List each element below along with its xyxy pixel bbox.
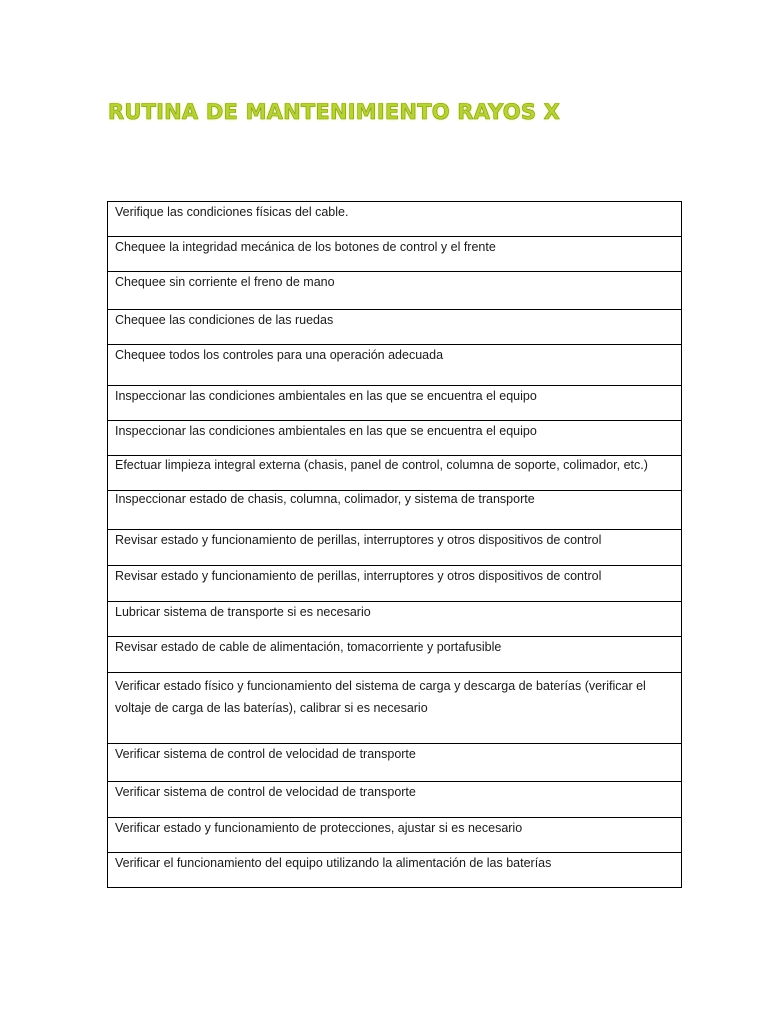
task-cell: Chequee todos los controles para una operación adecuada	[108, 345, 682, 386]
task-cell: Verificar sistema de control de velocidad de transporte	[108, 744, 682, 782]
table-row	[108, 530, 682, 566]
task-cell: Inspeccionar las condiciones ambientales en las que se encuentra el equipo	[108, 386, 682, 421]
task-cell: Revisar estado de cable de alimentación, tomacorriente y portafusible	[108, 637, 682, 673]
task-cell: Inspeccionar estado de chasis, columna, colimador, y sistema de transporte	[108, 491, 682, 530]
table-row	[108, 818, 682, 853]
task-cell: Chequee sin corriente el freno de mano	[108, 272, 682, 310]
task-cell: Verificar el funcionamiento del equipo utilizando la alimentación de las baterías	[108, 853, 682, 888]
table-row	[108, 853, 682, 888]
table-row	[108, 456, 682, 491]
table-row	[108, 782, 682, 818]
maintenance-tasks-table	[107, 201, 682, 888]
table-row	[108, 421, 682, 456]
table-row	[108, 744, 682, 782]
document-title: RUTINA DE MANTENIMIENTO RAYOS X	[108, 100, 561, 124]
table-row	[108, 386, 682, 421]
task-cell: Revisar estado y funcionamiento de perillas, interruptores y otros dispositivos de control	[108, 530, 682, 566]
task-cell: Inspeccionar las condiciones ambientales en las que se encuentra el equipo	[108, 421, 682, 456]
table-row	[108, 310, 682, 345]
table-row	[108, 602, 682, 637]
task-cell: Revisar estado y funcionamiento de perillas, interruptores y otros dispositivos de control	[108, 566, 682, 602]
table-row	[108, 202, 682, 237]
table-row	[108, 272, 682, 310]
task-cell: Lubricar sistema de transporte si es necesario	[108, 602, 682, 637]
table-row	[108, 566, 682, 602]
task-cell: Efectuar limpieza integral externa (chasis, panel de control, columna de soporte, colimador, etc.)	[108, 456, 682, 491]
task-cell: Chequee la integridad mecánica de los botones de control y el frente	[108, 237, 682, 272]
table-row	[108, 345, 682, 386]
task-cell: Verificar estado y funcionamiento de protecciones, ajustar si es necesario	[108, 818, 682, 853]
table-row	[108, 637, 682, 673]
task-cell: Verificar sistema de control de velocidad de transporte	[108, 782, 682, 818]
table-row	[108, 237, 682, 272]
task-cell: Verificar estado físico y funcionamiento del sistema de carga y descarga de baterías (verificar el voltaje de carga de las baterías), calibrar si es necesario	[108, 673, 682, 744]
task-cell: Verifique las condiciones físicas del cable.	[108, 202, 682, 237]
table-row	[108, 491, 682, 530]
table-row	[108, 673, 682, 744]
task-cell: Chequee las condiciones de las ruedas	[108, 310, 682, 345]
